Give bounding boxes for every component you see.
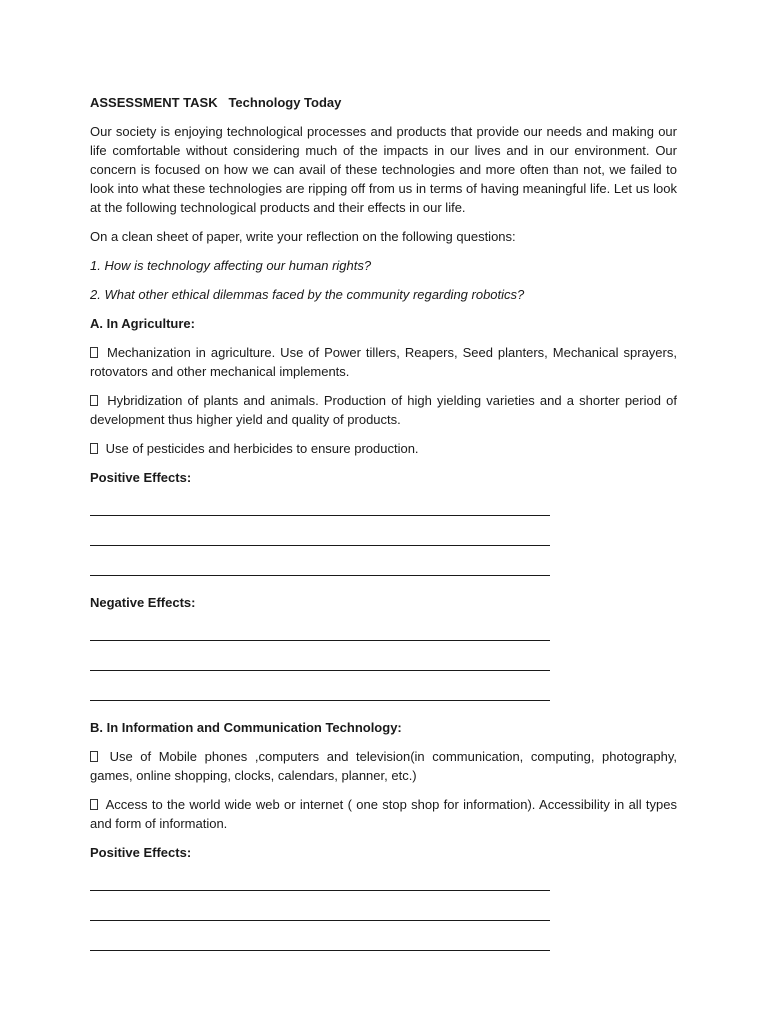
answer-line[interactable] (90, 902, 550, 921)
document-body (90, 94, 677, 962)
section-b-bullet (90, 795, 677, 833)
bullet-icon (90, 443, 98, 454)
bullet-icon (90, 799, 98, 810)
answer-line[interactable] (90, 527, 550, 546)
question-2: 2. What other ethical dilemmas faced by the community regarding robotics? (90, 287, 525, 302)
section-a-bullet (90, 391, 677, 429)
bullet-text: Use of pesticides and herbicides to ensure production. (105, 441, 419, 456)
answer-line[interactable] (90, 932, 550, 951)
answer-line[interactable] (90, 872, 550, 891)
section-a-bullet (90, 439, 677, 458)
title-prefix: ASSESSMENT TASK (90, 95, 218, 110)
section-b-positive-label: Positive Effects: (90, 845, 192, 860)
bullet-text: Hybridization of plants and animals. Production of high yielding varieties and a shorter period of development thus higher yield and quality of products. (90, 393, 677, 427)
instruction-paragraph: On a clean sheet of paper, write your reflection on the following questions: (90, 229, 516, 244)
section-a-negative-label: Negative Effects: (90, 595, 196, 610)
question-1: 1. How is technology affecting our human rights? (90, 258, 372, 273)
answer-line[interactable] (90, 652, 550, 671)
document-title (90, 94, 677, 111)
answer-line[interactable] (90, 557, 550, 576)
section-a-bullet (90, 343, 677, 381)
bullet-text: Mechanization in agriculture. Use of Power tillers, Reapers, Seed planters, Mechanical sprayers, rotovators and other mechanical implements. (90, 345, 677, 379)
section-b-heading: B. In Information and Communication Technology: (90, 720, 402, 735)
section-a-positive-label: Positive Effects: (90, 470, 192, 485)
bullet-text: Access to the world wide web or internet ( one stop shop for information). Accessibility in all types and form of information. (90, 797, 677, 831)
section-a-heading: A. In Agriculture: (90, 316, 195, 331)
intro-paragraph: Our society is enjoying technological processes and products that provide our needs and making our life comfortable without considering much of the impacts in our lives and in our environment. Our concern is focused on how we can avail of these technologies and more often than not, we failed to look into what these technologies are ripping off from us in terms of having meaningful life. Let us look at the following technological products and their effects in our life. (90, 124, 677, 215)
title-main: Technology Today (228, 95, 342, 110)
answer-line[interactable] (90, 497, 550, 516)
bullet-icon (90, 751, 98, 762)
bullet-icon (90, 347, 98, 358)
section-b-bullet (90, 747, 677, 785)
answer-line[interactable] (90, 622, 550, 641)
bullet-icon (90, 395, 98, 406)
answer-line[interactable] (90, 682, 550, 701)
bullet-text: Use of Mobile phones ,computers and television(in communication, computing, photography, games, online shopping, clocks, calendars, planner, etc.) (90, 749, 677, 783)
